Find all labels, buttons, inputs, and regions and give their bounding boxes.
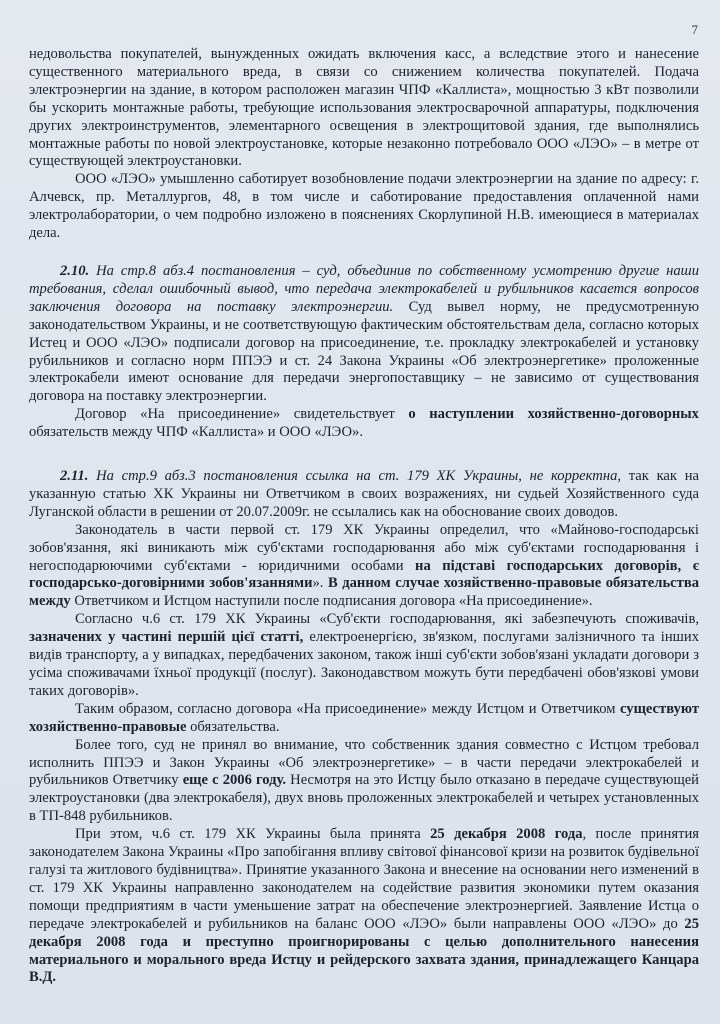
text-span: обязательства. bbox=[186, 718, 280, 735]
text-span: В данном случае хозяйственно-правовые обязательства между bbox=[29, 575, 699, 610]
paragraph-article-179-part-1 bbox=[29, 522, 699, 612]
text-span: 2.11. bbox=[60, 468, 89, 485]
text-span: так как на указанную статью ХК Украины ни Ответчиком в своих возражениях, ни судьей Хозяйственного суда Луганской области в решении от 20.07.2009г. не ссылались как на обоснование своих доводов. bbox=[29, 468, 699, 520]
text-span: , после принятия законодателем Закона Украины «Про запобігання впливу світової фінансової кризи на розвиток будівельної галузі та житлового будівництва». Принятие указанного Закона и внесение на основании него изменений в ст. 179 ХК Украины направленно законодателем на содействие развития экономики путем оказания помощи предприятиям в части уменьшение затрат на обеспечение электроэнергией. Заявление Истца о передаче электрокабелей и рубильников на баланс ООО «ЛЭО» были направлены ООО «ЛЭО» до bbox=[29, 826, 699, 932]
text-span: Договор «На присоединение» свидетельствует bbox=[75, 406, 409, 423]
text-span: существуют хозяйственно-правовые bbox=[29, 700, 699, 735]
text-span: еще с 2006 году. bbox=[182, 772, 287, 789]
text-span: о наступлении хозяйственно-договорных bbox=[408, 406, 699, 423]
section-2-10 bbox=[29, 263, 699, 406]
text-span: ООО «ЛЭО» умышленно саботирует возобновление подачи электроэнергии на здание по адресу: г. Алчевск, пр. Металлургов, 48, в том числе и саботирование предоставления оплаченной нами электролаборатории, о чем подробно изложено в пояснениях Скорлупиной Н.В. имеющиеся в материалах дела. bbox=[29, 171, 699, 242]
text-span: Более того, суд не принял во внимание, что собственник здания совместно с Истцом требовал исполнить ППЭЭ и Закон Украины «Об электроэнергетике» – в части передачи электрокабелей и рубильников Ответчику bbox=[29, 736, 699, 789]
text-span: Суд вывел норму, не предусмотренную законодательством Украины, и не соответствующую фактическим обстоятельствам дела, согласно которых Истец и ООО «ЛЭО» подписали договор на присоединение, т.е. прокладку электрокабелей и установку рубильников и согласно норм ППЭЭ и ст. 24 Закона Украины «Об электроэнергетике» проложенные электрокабели имеют основание для передачи энергопоставщику – не зависимо от существования договора на поставку электроэнергии. bbox=[29, 298, 699, 405]
section-2-11 bbox=[29, 468, 699, 522]
paragraph-article-179-part-6 bbox=[29, 611, 699, 701]
text-span: електроенергією, зв'язком, послугами залізничного та інших видів транспорту, а у випадках, передбачених законом, також інші суб'єкти зобов'язані укладати договори з усіма споживачами їхньої продукції (послуг). Законодавством можуть бути передбачені обов'язкові умови таких договорів». bbox=[29, 629, 699, 699]
document-body bbox=[29, 46, 699, 987]
text-span: Согласно ч.6 ст. 179 ХК Украины «Суб'єкти господарювання, які забезпечують споживачів, bbox=[75, 611, 699, 628]
spacer bbox=[29, 442, 699, 468]
paragraph-sabotage bbox=[29, 171, 699, 243]
text-span: При этом, ч.6 ст. 179 ХК Украины была принята bbox=[75, 826, 431, 843]
text-span: Несмотря на это Истцу было отказано в передаче существующей электроустановки (два электрокабеля), двух вновь проложенных электрокабелей и четырех установленных в ТП-848 рубильников. bbox=[29, 772, 699, 825]
paragraph-connection-contract bbox=[29, 406, 699, 442]
spacer bbox=[29, 243, 699, 263]
text-span: 25 декабря 2008 года и преступно проигнорированы с целью дополнительного нанесения материального и морального вреда Истцу и рейдерского захвата здания, принадлежащего Канцара В.Д. bbox=[29, 915, 699, 986]
text-span: обязательств между ЧПФ «Каллиста» и ООО «ЛЭО». bbox=[29, 424, 363, 441]
text-span: 2.10. bbox=[60, 262, 90, 279]
text-span: ». bbox=[312, 575, 328, 592]
text-span: Законодатель в части первой ст. 179 ХК Украины определил, что «Майново-господарські зобов'язання, які виникають між суб'єктами господарювання або між суб'єктами господарювання і негосподарюючими суб'єктами - юридичними особами bbox=[29, 521, 699, 574]
text-span: зазначених у частині першій цієї статті, bbox=[29, 629, 304, 646]
paragraph-continuation bbox=[29, 46, 699, 171]
text-span: Таким образом, согласно договора «На присоединение» между Истцом и Ответчиком bbox=[75, 700, 620, 717]
text-span: на підставі господарських договорів, є господарсько-договірними зобов'язаннями bbox=[29, 557, 700, 592]
page-number: 7 bbox=[691, 22, 698, 37]
text-span: На стр.8 абз.4 постановления – суд, объединив по собственному усмотрению другие наши требования, сделал ошибочный вывод, что передача электрокабелей и рубильников касается вопросов заключения договора на поставку электроэнергии. bbox=[29, 262, 699, 315]
paragraph-court-oversight bbox=[29, 737, 699, 827]
paragraph-law-adoption bbox=[29, 826, 699, 987]
text-span: недовольства покупателей, вынужденных ожидать включения касс, а вследствие этого и нанесение существенного материального вреда, в связи со снижением количества покупателей. Подача электроэнергии на здание, в котором расположен магазин ЧПФ «Каллиста», мощностью 3 кВт позволили бы ускорить монтажные работы, требующие использования электросварочной аппаратуры, подключения других электроинструментов, элементарного освещения в электрощитовой здания, где выполнялись монтажные работы по новой электроустановке, которые незаконно потребовало ООО «ЛЭО» – в метре от существующей электроустановки. bbox=[29, 46, 699, 170]
text-span: Ответчиком и Истцом наступили после подписания договора «На присоединение». bbox=[70, 593, 593, 610]
text-span: На стр.9 абз.3 постановления ссылка на ст. 179 ХК Украины, не корректна, bbox=[88, 468, 622, 485]
paragraph-conclusion bbox=[29, 701, 699, 737]
text-span: 25 декабря 2008 года bbox=[430, 826, 583, 843]
